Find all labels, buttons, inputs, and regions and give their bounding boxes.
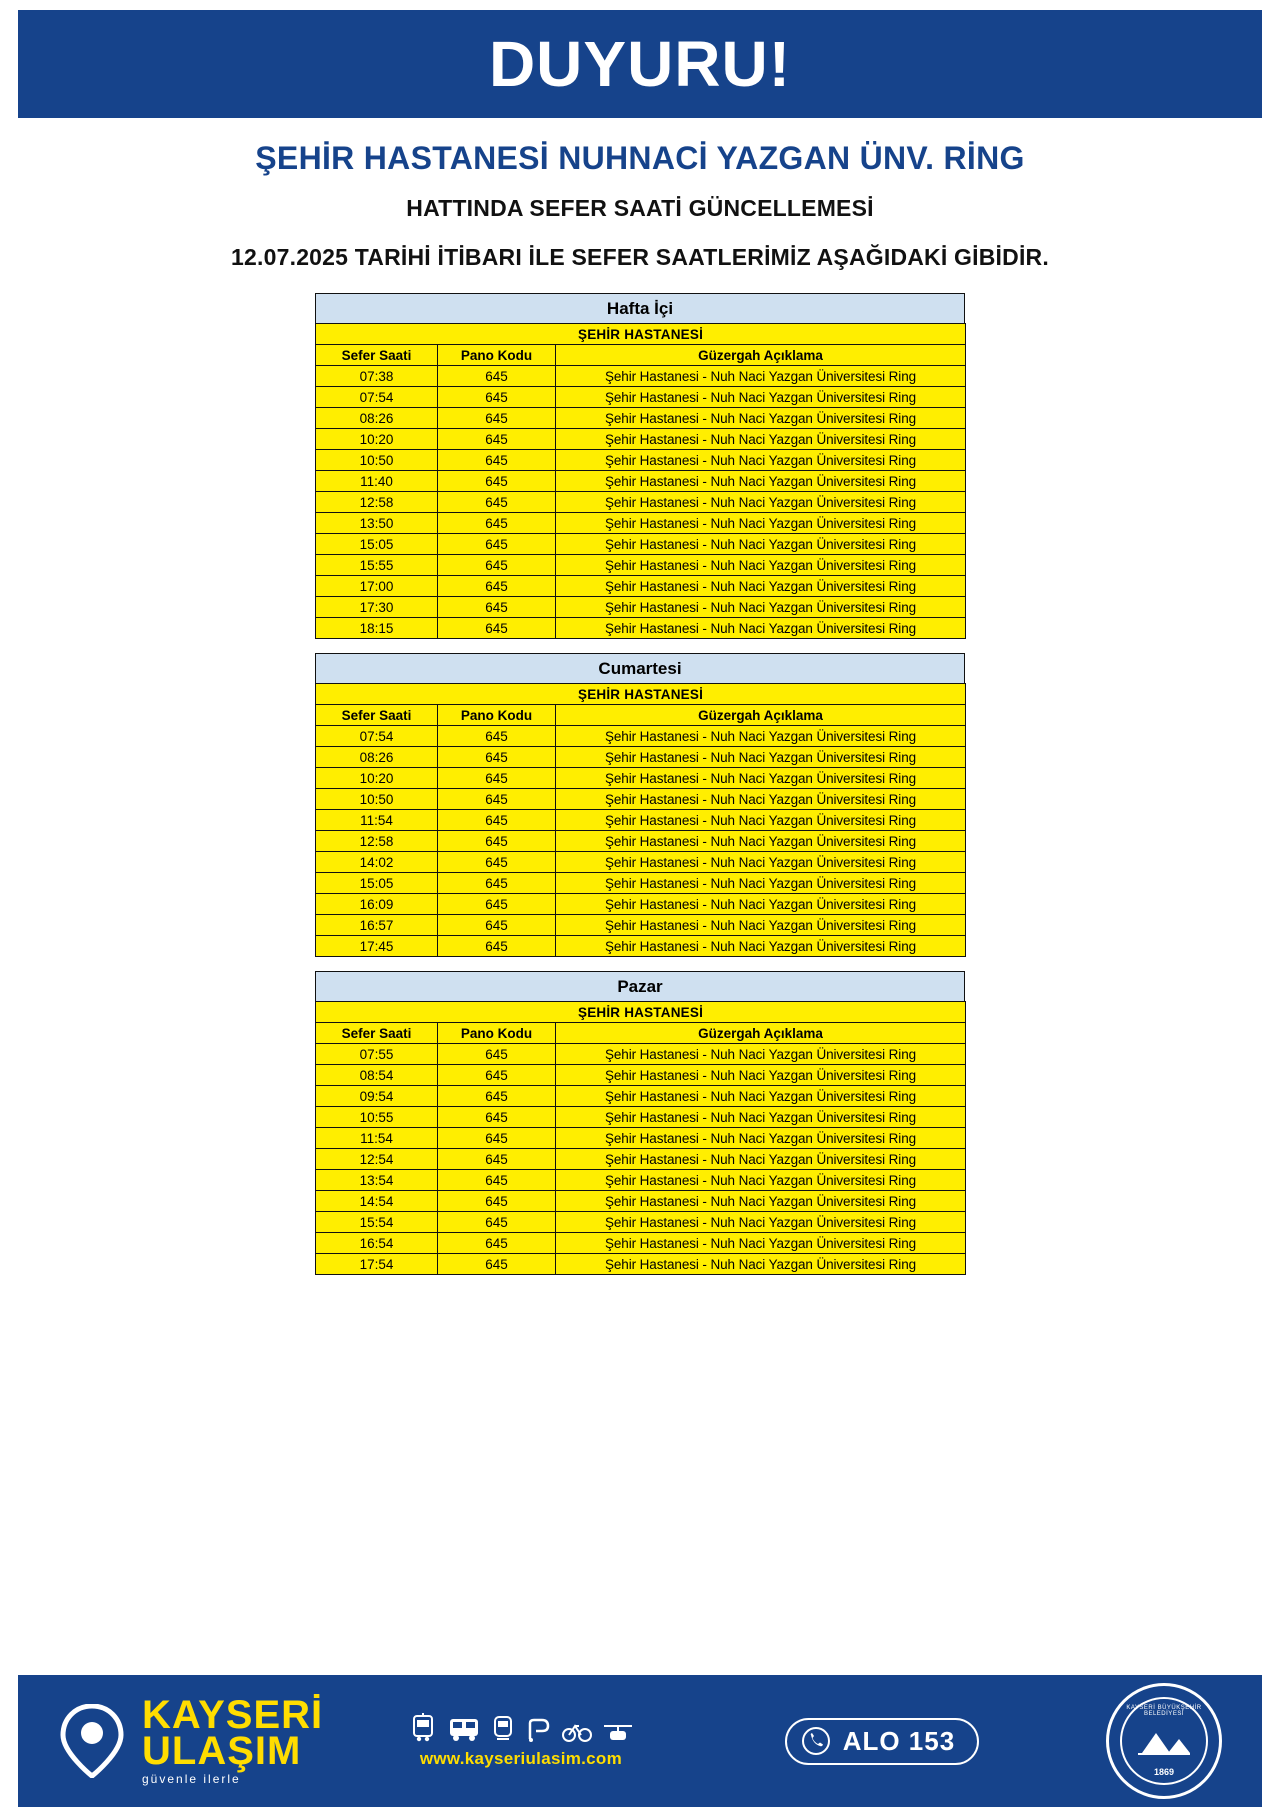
cell-code: 645	[438, 1233, 556, 1254]
cell-desc: Şehir Hastanesi - Nuh Naci Yazgan Üniversitesi Ring	[556, 1107, 966, 1128]
cell-desc: Şehir Hastanesi - Nuh Naci Yazgan Üniversitesi Ring	[556, 1065, 966, 1086]
cell-time: 10:20	[316, 429, 438, 450]
cell-time: 07:54	[316, 726, 438, 747]
cell-code: 645	[438, 810, 556, 831]
website-url[interactable]: www.kayseriulasim.com	[419, 1749, 623, 1768]
cell-code: 645	[438, 1170, 556, 1191]
table-row	[316, 450, 966, 471]
cell-time: 14:02	[316, 852, 438, 873]
cell-desc: Şehir Hastanesi - Nuh Naci Yazgan Üniversitesi Ring	[556, 618, 966, 639]
station-row	[316, 684, 966, 705]
cell-desc: Şehir Hastanesi - Nuh Naci Yazgan Üniversitesi Ring	[556, 555, 966, 576]
cell-desc: Şehir Hastanesi - Nuh Naci Yazgan Üniversitesi Ring	[556, 1212, 966, 1233]
cell-code: 645	[438, 873, 556, 894]
cell-time: 15:05	[316, 873, 438, 894]
table-row	[316, 1107, 966, 1128]
table-row	[316, 555, 966, 576]
col-header-desc: Güzergah Açıklama	[556, 345, 966, 366]
table-row	[316, 747, 966, 768]
schedule-table	[315, 1001, 966, 1275]
table-row	[316, 387, 966, 408]
alo-text: ALO 153	[842, 1725, 956, 1756]
table-row	[316, 618, 966, 639]
cell-time: 13:54	[316, 1170, 438, 1191]
cell-desc: Şehir Hastanesi - Nuh Naci Yazgan Üniversitesi Ring	[556, 852, 966, 873]
cell-time: 07:38	[316, 366, 438, 387]
cell-time: 12:58	[316, 831, 438, 852]
page-title: DUYURU!	[488, 28, 792, 100]
cell-time: 14:54	[316, 1191, 438, 1212]
day-header: Hafta İçi	[315, 293, 965, 323]
cell-code: 645	[438, 831, 556, 852]
table-row	[316, 789, 966, 810]
column-header-row	[316, 345, 966, 366]
location-pin-icon	[58, 1704, 126, 1778]
cell-code: 645	[438, 1065, 556, 1086]
phone-icon	[801, 1726, 831, 1756]
cell-time: 15:54	[316, 1212, 438, 1233]
cell-desc: Şehir Hastanesi - Nuh Naci Yazgan Üniversitesi Ring	[556, 576, 966, 597]
seal-inner	[1120, 1697, 1208, 1785]
tram-icon	[410, 1713, 436, 1743]
station-row	[316, 1002, 966, 1023]
schedule-table	[315, 683, 966, 957]
cell-desc: Şehir Hastanesi - Nuh Naci Yazgan Üniversitesi Ring	[556, 915, 966, 936]
cell-time: 11:40	[316, 471, 438, 492]
schedule-block-saturday	[315, 653, 965, 957]
cell-desc: Şehir Hastanesi - Nuh Naci Yazgan Üniversitesi Ring	[556, 492, 966, 513]
table-row	[316, 534, 966, 555]
cell-code: 645	[438, 387, 556, 408]
col-header-desc: Güzergah Açıklama	[556, 1023, 966, 1044]
cell-time: 10:50	[316, 789, 438, 810]
cell-code: 645	[438, 1212, 556, 1233]
schedule-block-weekday	[315, 293, 965, 639]
cell-desc: Şehir Hastanesi - Nuh Naci Yazgan Üniversitesi Ring	[556, 831, 966, 852]
col-header-time: Sefer Saati	[316, 705, 438, 726]
col-header-code: Pano Kodu	[438, 705, 556, 726]
cell-code: 645	[438, 429, 556, 450]
cell-time: 07:55	[316, 1044, 438, 1065]
header-banner	[18, 10, 1262, 118]
cell-time: 12:58	[316, 492, 438, 513]
brand-logo	[58, 1692, 324, 1787]
cable-car-icon	[604, 1723, 632, 1743]
table-row	[316, 936, 966, 957]
alo-hotline[interactable]	[785, 1718, 980, 1765]
footer-banner	[18, 1675, 1262, 1807]
cell-desc: Şehir Hastanesi - Nuh Naci Yazgan Üniversitesi Ring	[556, 408, 966, 429]
table-row	[316, 768, 966, 789]
table-row	[316, 810, 966, 831]
cell-time: 17:45	[316, 936, 438, 957]
cell-time: 11:54	[316, 810, 438, 831]
cell-code: 645	[438, 555, 556, 576]
cell-desc: Şehir Hastanesi - Nuh Naci Yazgan Üniversitesi Ring	[556, 1170, 966, 1191]
cell-code: 645	[438, 1254, 556, 1275]
cell-code: 645	[438, 1128, 556, 1149]
cell-time: 12:54	[316, 1149, 438, 1170]
cell-time: 15:05	[316, 534, 438, 555]
table-row	[316, 1128, 966, 1149]
cell-code: 645	[438, 936, 556, 957]
cell-desc: Şehir Hastanesi - Nuh Naci Yazgan Üniversitesi Ring	[556, 768, 966, 789]
cell-code: 645	[438, 726, 556, 747]
col-header-time: Sefer Saati	[316, 1023, 438, 1044]
station-label: ŞEHİR HASTANESİ	[316, 684, 966, 705]
cell-code: 645	[438, 1191, 556, 1212]
brand-line1: KAYSERİ	[142, 1692, 324, 1737]
cell-desc: Şehir Hastanesi - Nuh Naci Yazgan Üniversitesi Ring	[556, 810, 966, 831]
cell-code: 645	[438, 1086, 556, 1107]
cell-desc: Şehir Hastanesi - Nuh Naci Yazgan Üniversitesi Ring	[556, 873, 966, 894]
cell-desc: Şehir Hastanesi - Nuh Naci Yazgan Üniversitesi Ring	[556, 366, 966, 387]
day-header: Pazar	[315, 971, 965, 1001]
cell-time: 11:54	[316, 1128, 438, 1149]
cell-desc: Şehir Hastanesi - Nuh Naci Yazgan Üniversitesi Ring	[556, 429, 966, 450]
table-row	[316, 492, 966, 513]
cell-code: 645	[438, 852, 556, 873]
cell-code: 645	[438, 789, 556, 810]
table-row	[316, 1233, 966, 1254]
table-row	[316, 852, 966, 873]
mountain-icon	[1138, 1727, 1190, 1755]
cell-time: 17:00	[316, 576, 438, 597]
cell-code: 645	[438, 471, 556, 492]
seal-top-text: KAYSERİ BÜYÜKŞEHİR BELEDİYESİ	[1126, 1705, 1202, 1717]
cell-time: 08:54	[316, 1065, 438, 1086]
table-row	[316, 1149, 966, 1170]
brand-text	[142, 1692, 324, 1787]
table-row	[316, 513, 966, 534]
table-row	[316, 366, 966, 387]
cell-time: 17:30	[316, 597, 438, 618]
cell-code: 645	[438, 1044, 556, 1065]
brand-slogan: güvenle ilerle	[142, 1772, 241, 1787]
cell-time: 07:54	[316, 387, 438, 408]
table-row	[316, 873, 966, 894]
cell-desc: Şehir Hastanesi - Nuh Naci Yazgan Üniversitesi Ring	[556, 936, 966, 957]
table-row	[316, 1065, 966, 1086]
cell-code: 645	[438, 492, 556, 513]
train-icon	[492, 1715, 514, 1743]
announcement-page	[0, 10, 1280, 1819]
cell-desc: Şehir Hastanesi - Nuh Naci Yazgan Üniversitesi Ring	[556, 513, 966, 534]
day-header: Cumartesi	[315, 653, 965, 683]
schedule-block-sunday	[315, 971, 965, 1275]
table-row	[316, 831, 966, 852]
cell-time: 10:55	[316, 1107, 438, 1128]
cell-code: 645	[438, 747, 556, 768]
cell-code: 645	[438, 618, 556, 639]
cell-time: 08:26	[316, 747, 438, 768]
cell-desc: Şehir Hastanesi - Nuh Naci Yazgan Üniversitesi Ring	[556, 1191, 966, 1212]
table-row	[316, 915, 966, 936]
cell-code: 645	[438, 597, 556, 618]
column-header-row	[316, 1023, 966, 1044]
cell-time: 10:50	[316, 450, 438, 471]
cell-code: 645	[438, 366, 556, 387]
cell-code: 645	[438, 1149, 556, 1170]
cell-time: 15:55	[316, 555, 438, 576]
cell-time: 13:50	[316, 513, 438, 534]
cell-desc: Şehir Hastanesi - Nuh Naci Yazgan Üniversitesi Ring	[556, 1149, 966, 1170]
cell-time: 16:54	[316, 1233, 438, 1254]
table-row	[316, 1212, 966, 1233]
cell-code: 645	[438, 408, 556, 429]
table-row	[316, 1086, 966, 1107]
cell-desc: Şehir Hastanesi - Nuh Naci Yazgan Üniversitesi Ring	[556, 894, 966, 915]
cell-code: 645	[438, 894, 556, 915]
cell-code: 645	[438, 513, 556, 534]
cell-code: 645	[438, 1107, 556, 1128]
parking-icon	[526, 1717, 550, 1743]
col-header-code: Pano Kodu	[438, 345, 556, 366]
bus-icon	[448, 1717, 480, 1743]
table-row	[316, 471, 966, 492]
cell-desc: Şehir Hastanesi - Nuh Naci Yazgan Üniversitesi Ring	[556, 450, 966, 471]
cell-time: 09:54	[316, 1086, 438, 1107]
table-row	[316, 597, 966, 618]
cell-time: 18:15	[316, 618, 438, 639]
municipality-seal	[1106, 1683, 1222, 1799]
brand-line2: ULAŞIM	[142, 1729, 302, 1774]
cell-desc: Şehir Hastanesi - Nuh Naci Yazgan Üniversitesi Ring	[556, 1233, 966, 1254]
cell-desc: Şehir Hastanesi - Nuh Naci Yazgan Üniversitesi Ring	[556, 789, 966, 810]
table-row	[316, 576, 966, 597]
table-row	[316, 1254, 966, 1275]
cell-time: 08:26	[316, 408, 438, 429]
table-row	[316, 429, 966, 450]
col-header-time: Sefer Saati	[316, 345, 438, 366]
station-label: ŞEHİR HASTANESİ	[316, 324, 966, 345]
cell-time: 16:57	[316, 915, 438, 936]
station-label: ŞEHİR HASTANESİ	[316, 1002, 966, 1023]
table-row	[316, 1044, 966, 1065]
cell-desc: Şehir Hastanesi - Nuh Naci Yazgan Üniversitesi Ring	[556, 387, 966, 408]
cell-desc: Şehir Hastanesi - Nuh Naci Yazgan Üniversitesi Ring	[556, 1128, 966, 1149]
cell-code: 645	[438, 915, 556, 936]
station-row	[316, 324, 966, 345]
bike-icon	[562, 1719, 592, 1743]
cell-code: 645	[438, 450, 556, 471]
table-row	[316, 726, 966, 747]
table-row	[316, 408, 966, 429]
cell-desc: Şehir Hastanesi - Nuh Naci Yazgan Üniversitesi Ring	[556, 534, 966, 555]
cell-code: 645	[438, 534, 556, 555]
route-name-heading: ŞEHİR HASTANESİ NUHNACİ YAZGAN ÜNV. RİNG	[255, 140, 1025, 176]
cell-desc: Şehir Hastanesi - Nuh Naci Yazgan Üniversitesi Ring	[556, 1086, 966, 1107]
cell-desc: Şehir Hastanesi - Nuh Naci Yazgan Üniversitesi Ring	[556, 1044, 966, 1065]
table-row	[316, 1170, 966, 1191]
cell-code: 645	[438, 576, 556, 597]
cell-desc: Şehir Hastanesi - Nuh Naci Yazgan Üniversitesi Ring	[556, 1254, 966, 1275]
cell-time: 10:20	[316, 768, 438, 789]
cell-code: 645	[438, 768, 556, 789]
seal-year: 1869	[1153, 1767, 1174, 1777]
cell-desc: Şehir Hastanesi - Nuh Naci Yazgan Üniversitesi Ring	[556, 726, 966, 747]
cell-time: 16:09	[316, 894, 438, 915]
table-row	[316, 1191, 966, 1212]
cell-time: 17:54	[316, 1254, 438, 1275]
cell-desc: Şehir Hastanesi - Nuh Naci Yazgan Üniversitesi Ring	[556, 747, 966, 768]
col-header-code: Pano Kodu	[438, 1023, 556, 1044]
cell-desc: Şehir Hastanesi - Nuh Naci Yazgan Üniversitesi Ring	[556, 597, 966, 618]
col-header-desc: Güzergah Açıklama	[556, 705, 966, 726]
column-header-row	[316, 705, 966, 726]
update-heading: HATTINDA SEFER SAATİ GÜNCELLEMESİ	[406, 195, 874, 221]
schedule-tables	[18, 293, 1262, 1275]
table-row	[316, 894, 966, 915]
transport-mode-icons	[410, 1713, 632, 1743]
contact-info	[410, 1713, 632, 1769]
cell-desc: Şehir Hastanesi - Nuh Naci Yazgan Üniversitesi Ring	[556, 471, 966, 492]
schedule-table	[315, 323, 966, 639]
effective-date-note: 12.07.2025 TARİHİ İTİBARI İLE SEFER SAATLERİMİZ AŞAĞIDAKİ GİBİDİR.	[231, 244, 1049, 270]
